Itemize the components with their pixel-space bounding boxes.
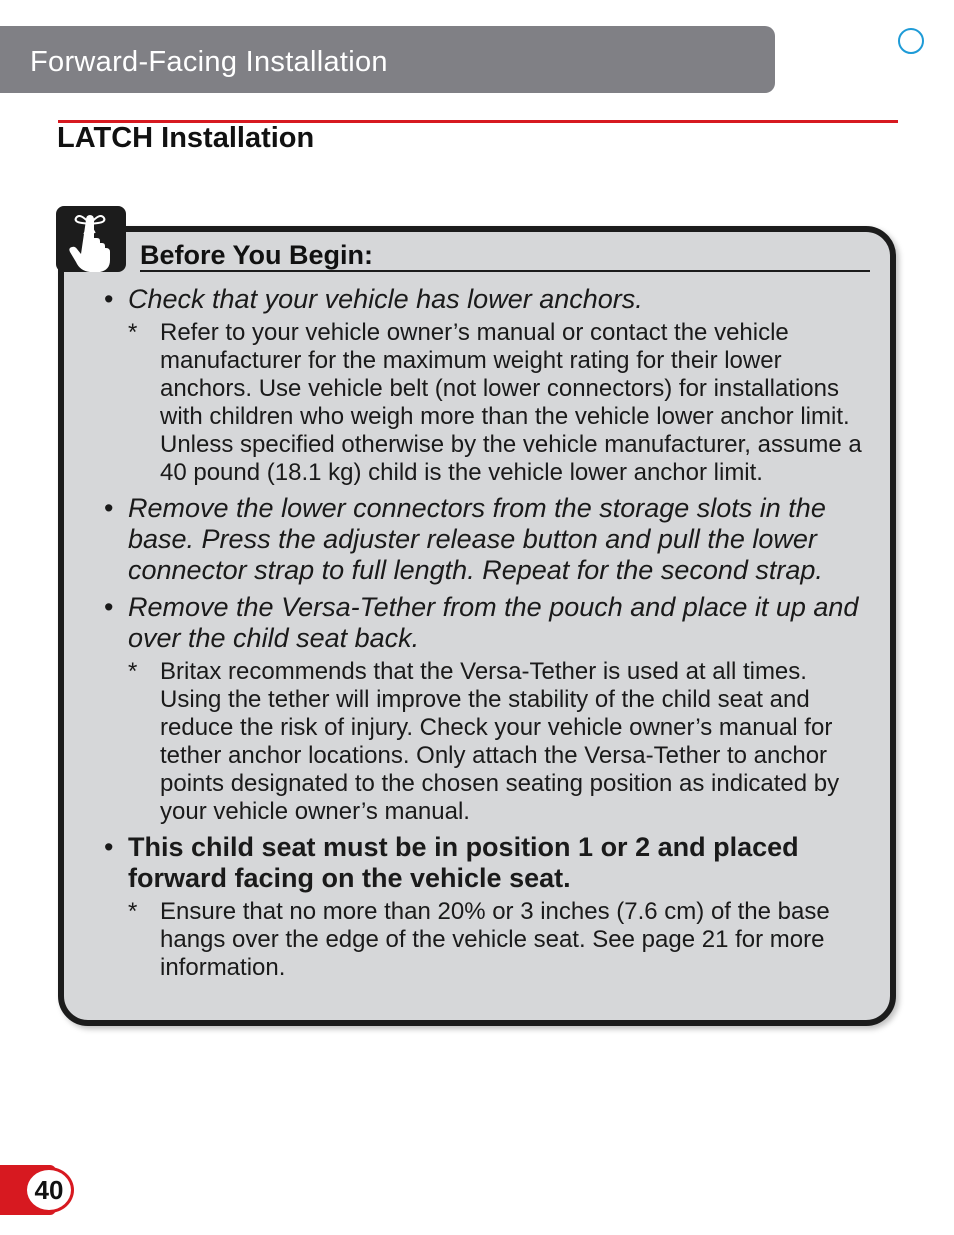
finger-string-reminder-icon [56,206,126,272]
panel-heading-rule [140,270,870,272]
list-item-note [104,898,874,982]
note-marker: * [128,658,138,685]
list-item-text: Remove the Versa-Tether from the pouch and place it up and over the child seat back. [128,592,859,653]
bullet-marker: • [104,284,114,314]
bullet-marker: • [104,832,114,862]
note-text: Britax recommends that the Versa-Tether is used at all times. Using the tether will improve the stability of the child seat and reduce the risk of injury. Check your vehicle owner’s manual for tether anchor locations. Only attach the Versa-Tether to anchor points designated to the chosen seating position as indicated by your vehicle owner’s manual. [160,658,840,825]
note-marker: * [128,319,138,346]
section-title: LATCH Installation [57,122,315,154]
checklist [104,284,874,988]
header-bar [0,26,775,93]
note-text: Refer to your vehicle owner’s manual or contact the vehicle manufacturer for the maximum weight rating for their lower anchors. Use vehicle belt (not lower connectors) for installations with children who weigh more than the vehicle lower anchor limit. Unless specified otherwise by the vehicle manufacturer, assume a 40 pound (18.1 kg) child is the vehicle lower anchor limit. [160,319,862,486]
list-item-text: Remove the lower connectors from the storage slots in the base. Press the adjuster release button and pull the lower connector strap to full length. Repeat for the second strap. [128,493,826,585]
list-item-text: Check that your vehicle has lower anchors. [128,284,643,314]
note-text: Ensure that no more than 20% or 3 inches (7.6 cm) of the base hangs over the edge of the vehicle seat. See page 21 for more information. [160,898,830,981]
page-number: 40 [24,1167,74,1213]
list-item [104,493,874,586]
bullet-marker: • [104,493,114,523]
list-item-note [104,319,874,487]
panel-heading: Before You Begin: [140,240,374,270]
list-item [104,592,874,654]
list-item-note [104,658,874,826]
list-item [104,832,874,894]
list-item-text: This child seat must be in position 1 or 2 and placed forward facing on the vehicle seat. [128,832,799,893]
list-item [104,284,874,315]
page-header-title: Forward-Facing Installation [30,46,388,78]
corner-circle-mark [898,28,924,54]
note-marker: * [128,898,138,925]
bullet-marker: • [104,592,114,622]
